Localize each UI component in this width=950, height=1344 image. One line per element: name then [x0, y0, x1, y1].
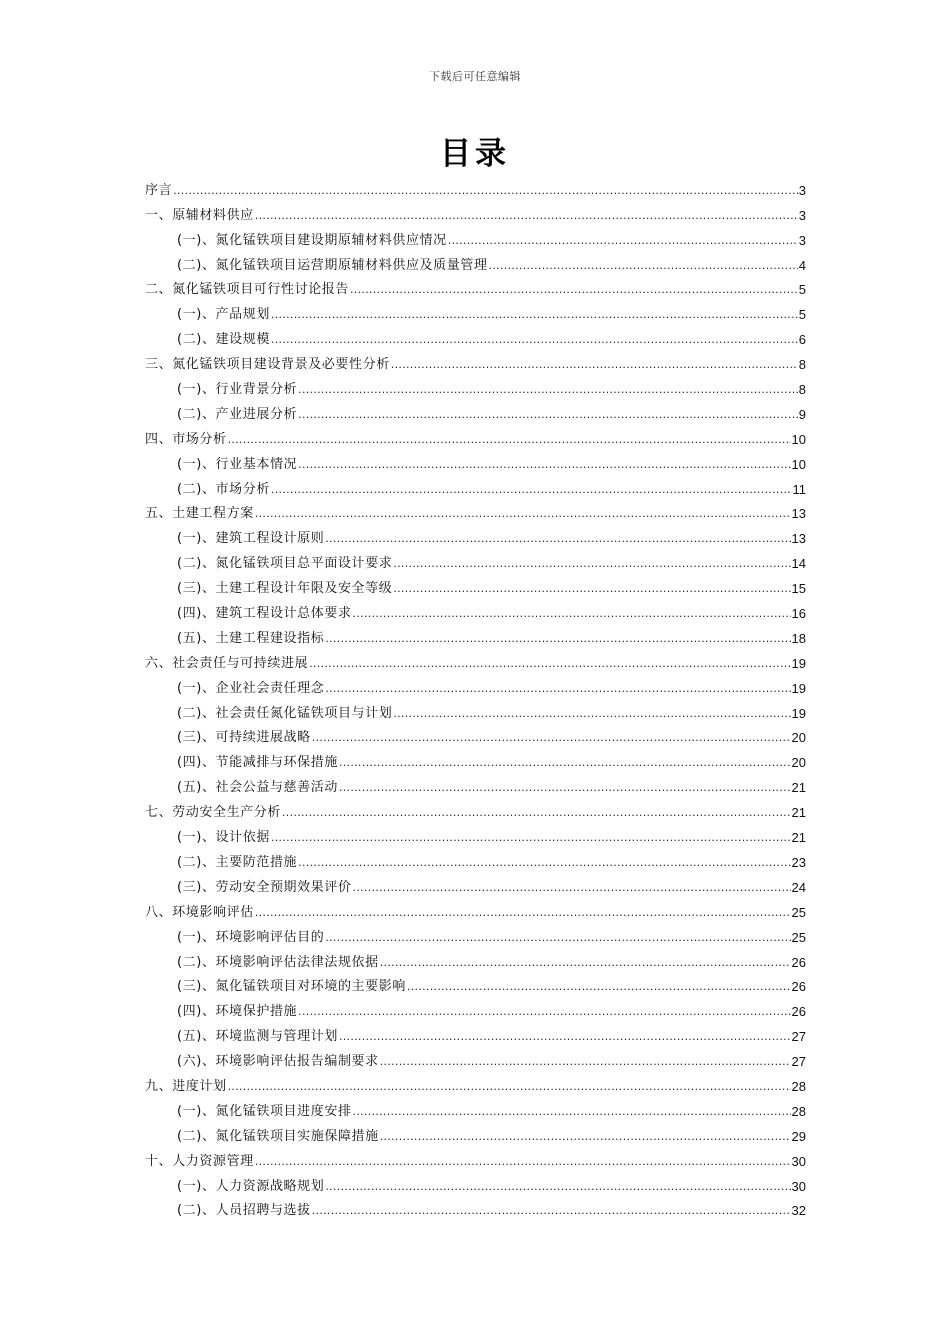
- toc-entry-label: 八、环境影响评估: [145, 904, 254, 920]
- toc-page-number: 25: [791, 904, 806, 920]
- toc-page-number: 30: [791, 1178, 806, 1194]
- toc-subentry[interactable]: [145, 697, 806, 722]
- table-of-contents: [145, 174, 806, 1219]
- toc-subentry[interactable]: [145, 1170, 806, 1195]
- toc-entry-label: (二)、市场分析: [177, 481, 270, 497]
- toc-subentry[interactable]: [145, 622, 806, 647]
- toc-entry[interactable]: [145, 896, 806, 921]
- toc-entry-label: 十、人力资源管理: [145, 1153, 254, 1169]
- toc-dot-leader: [255, 1154, 791, 1170]
- toc-entry-label: (二)、产业进展分析: [177, 406, 298, 422]
- toc-page-number: 8: [798, 382, 806, 398]
- toc-entry[interactable]: [145, 348, 806, 373]
- toc-subentry[interactable]: [145, 448, 806, 473]
- toc-dot-leader: [325, 531, 790, 547]
- toc-dot-leader: [393, 556, 790, 572]
- toc-dot-leader: [339, 1029, 791, 1045]
- toc-page-number: 23: [791, 854, 806, 870]
- toc-subentry[interactable]: [145, 746, 806, 771]
- toc-entry-label: (一)、建筑工程设计原则: [177, 531, 325, 547]
- toc-dot-leader: [380, 1129, 791, 1145]
- toc-page-number: 18: [791, 630, 806, 646]
- toc-page-number: 8: [798, 357, 806, 373]
- toc-dot-leader: [325, 681, 790, 697]
- toc-subentry[interactable]: [145, 971, 806, 996]
- toc-entry-label: (五)、土建工程建设指标: [177, 630, 325, 646]
- toc-entry-label: (二)、氮化锰铁项目运营期原辅材料供应及质量管理: [177, 257, 488, 273]
- toc-page-number: 30: [791, 1153, 806, 1169]
- toc-dot-leader: [380, 955, 791, 971]
- toc-page-number: 28: [791, 1078, 806, 1094]
- toc-entry-label: (五)、环境监测与管理计划: [177, 1029, 338, 1045]
- toc-entry-label: (二)、环境影响评估法律法规依据: [177, 954, 379, 970]
- toc-page-number: 20: [791, 730, 806, 746]
- toc-subentry[interactable]: [145, 871, 806, 896]
- toc-entry-label: (四)、节能减排与环保措施: [177, 755, 338, 771]
- toc-entry-label: (一)、行业基本情况: [177, 456, 298, 472]
- toc-subentry[interactable]: [145, 1020, 806, 1045]
- toc-entry[interactable]: [145, 274, 806, 299]
- toc-subentry[interactable]: [145, 249, 806, 274]
- toc-entry-label: (四)、建筑工程设计总体要求: [177, 606, 352, 622]
- toc-dot-leader: [353, 606, 791, 622]
- toc-subentry[interactable]: [145, 398, 806, 423]
- page-header-note: 下载后可任意编辑: [429, 70, 521, 83]
- toc-subentry[interactable]: [145, 547, 806, 572]
- toc-entry-label: 二、氮化锰铁项目可行性讨论报告: [145, 282, 350, 298]
- toc-dot-leader: [309, 656, 790, 672]
- toc-entry-label: 五、土建工程方案: [145, 506, 254, 522]
- toc-page-number: 32: [791, 1203, 806, 1219]
- toc-dot-leader: [228, 1079, 791, 1095]
- toc-page-number: 21: [791, 780, 806, 796]
- toc-page-number: 13: [791, 531, 806, 547]
- toc-entry-label: (一)、设计依据: [177, 830, 270, 846]
- toc-page-number: 16: [791, 606, 806, 622]
- toc-page-number: 19: [791, 680, 806, 696]
- toc-page-number: 25: [791, 929, 806, 945]
- toc-entry[interactable]: [145, 1145, 806, 1170]
- toc-dot-leader: [255, 208, 798, 224]
- toc-entry[interactable]: [145, 199, 806, 224]
- toc-page-number: 9: [798, 406, 806, 422]
- toc-dot-leader: [339, 755, 791, 771]
- toc-dot-leader: [298, 457, 790, 473]
- toc-dot-leader: [393, 581, 790, 597]
- toc-entry-label: (三)、劳动安全预期效果评价: [177, 879, 352, 895]
- toc-entry-label: (二)、人员招聘与选拔: [177, 1203, 311, 1219]
- toc-subentry[interactable]: [145, 946, 806, 971]
- toc-dot-leader: [489, 258, 798, 274]
- toc-page-number: 4: [798, 257, 806, 273]
- toc-page-number: 3: [798, 182, 806, 198]
- toc-entry-label: (二)、社会责任氮化锰铁项目与计划: [177, 705, 393, 721]
- toc-page-number: 5: [798, 282, 806, 298]
- toc-entry-label: (一)、人力资源战略规划: [177, 1178, 325, 1194]
- toc-entry-label: (一)、企业社会责任理念: [177, 680, 325, 696]
- toc-dot-leader: [255, 506, 791, 522]
- toc-page-number: 21: [791, 805, 806, 821]
- toc-entry-label: 四、市场分析: [145, 431, 227, 447]
- toc-subentry[interactable]: [145, 1045, 806, 1070]
- toc-entry-label: 序言: [145, 182, 173, 198]
- toc-page-number: 27: [791, 1029, 806, 1045]
- toc-entry[interactable]: [145, 423, 806, 448]
- toc-subentry[interactable]: [145, 323, 806, 348]
- toc-page-number: 14: [791, 556, 806, 572]
- toc-entry-label: 三、氮化锰铁项目建设背景及必要性分析: [145, 357, 390, 373]
- toc-dot-leader: [393, 706, 790, 722]
- toc-dot-leader: [282, 805, 791, 821]
- toc-entry-label: (一)、环境影响评估目的: [177, 929, 325, 945]
- toc-subentry[interactable]: [145, 921, 806, 946]
- toc-entry-label: (一)、氮化锰铁项目建设期原辅材料供应情况: [177, 232, 447, 248]
- toc-page-number: 19: [791, 705, 806, 721]
- toc-entry-label: (二)、建设规模: [177, 332, 270, 348]
- toc-entry-label: 七、劳动安全生产分析: [145, 805, 282, 821]
- toc-entry[interactable]: [145, 647, 806, 672]
- toc-dot-leader: [271, 830, 791, 846]
- toc-entry-label: (二)、氮化锰铁项目实施保障措施: [177, 1128, 379, 1144]
- toc-entry[interactable]: [145, 498, 806, 523]
- toc-dot-leader: [298, 407, 798, 423]
- toc-entry-label: (三)、氮化锰铁项目对环境的主要影响: [177, 979, 406, 995]
- toc-dot-leader: [228, 432, 791, 448]
- toc-page-number: 13: [791, 506, 806, 522]
- toc-entry-label: (二)、主要防范措施: [177, 854, 298, 870]
- toc-subentry[interactable]: [145, 572, 806, 597]
- toc-subentry[interactable]: [145, 298, 806, 323]
- toc-dot-leader: [298, 855, 790, 871]
- toc-entry-label: (一)、氮化锰铁项目进度安排: [177, 1103, 352, 1119]
- toc-subentry[interactable]: [145, 722, 806, 747]
- toc-subentry[interactable]: [145, 473, 806, 498]
- toc-dot-leader: [271, 307, 798, 323]
- toc-page-number: 27: [791, 1054, 806, 1070]
- toc-dot-leader: [353, 1104, 791, 1120]
- toc-dot-leader: [448, 233, 798, 249]
- toc-dot-leader: [325, 930, 790, 946]
- toc-dot-leader: [325, 631, 790, 647]
- toc-page-number: 19: [791, 655, 806, 671]
- toc-page-number: 3: [798, 232, 806, 248]
- toc-dot-leader: [325, 1179, 790, 1195]
- toc-entry[interactable]: [145, 174, 806, 199]
- toc-page-number: 20: [791, 755, 806, 771]
- toc-dot-leader: [312, 1203, 791, 1219]
- toc-page-number: 10: [791, 456, 806, 472]
- toc-dot-leader: [271, 482, 792, 498]
- toc-page-number: 26: [791, 954, 806, 970]
- toc-dot-leader: [353, 880, 791, 896]
- toc-entry[interactable]: [145, 796, 806, 821]
- toc-dot-leader: [380, 1054, 791, 1070]
- toc-entry-label: 一、原辅材料供应: [145, 207, 254, 223]
- toc-dot-leader: [271, 332, 798, 348]
- toc-entry-label: (三)、土建工程设计年限及安全等级: [177, 581, 393, 597]
- toc-page-number: 11: [792, 481, 806, 497]
- toc-subentry[interactable]: [145, 1120, 806, 1145]
- toc-dot-leader: [391, 357, 798, 373]
- toc-page-number: 10: [791, 431, 806, 447]
- page-title: 目录: [440, 136, 510, 172]
- toc-subentry[interactable]: [145, 597, 806, 622]
- toc-subentry[interactable]: [145, 1095, 806, 1120]
- toc-subentry[interactable]: [145, 672, 806, 697]
- toc-subentry[interactable]: [145, 522, 806, 547]
- toc-subentry[interactable]: [145, 846, 806, 871]
- toc-page-number: 3: [798, 207, 806, 223]
- toc-page-number: 5: [798, 307, 806, 323]
- toc-dot-leader: [407, 979, 791, 995]
- toc-subentry[interactable]: [145, 821, 806, 846]
- toc-entry-label: (一)、产品规划: [177, 307, 270, 323]
- toc-page-number: 26: [791, 1004, 806, 1020]
- toc-dot-leader: [173, 183, 798, 199]
- toc-page-number: 6: [798, 332, 806, 348]
- toc-entry[interactable]: [145, 1070, 806, 1095]
- toc-entry-label: (六)、环境影响评估报告编制要求: [177, 1054, 379, 1070]
- toc-page-number: 26: [791, 979, 806, 995]
- toc-page-number: 21: [791, 830, 806, 846]
- toc-subentry[interactable]: [145, 771, 806, 796]
- toc-dot-leader: [350, 282, 798, 298]
- toc-entry-label: (三)、可持续进展战略: [177, 730, 311, 746]
- toc-entry-label: (四)、环境保护措施: [177, 1004, 298, 1020]
- toc-dot-leader: [255, 905, 791, 921]
- toc-entry-label: 九、进度计划: [145, 1078, 227, 1094]
- toc-subentry[interactable]: [145, 224, 806, 249]
- toc-entry-label: (一)、行业背景分析: [177, 382, 298, 398]
- toc-dot-leader: [298, 382, 798, 398]
- toc-page-number: 28: [791, 1103, 806, 1119]
- toc-page-number: 15: [791, 581, 806, 597]
- toc-dot-leader: [298, 1004, 790, 1020]
- toc-subentry[interactable]: [145, 995, 806, 1020]
- toc-entry-label: 六、社会责任与可持续进展: [145, 655, 309, 671]
- toc-entry-label: (二)、氮化锰铁项目总平面设计要求: [177, 556, 393, 572]
- toc-page-number: 24: [791, 879, 806, 895]
- toc-subentry[interactable]: [145, 373, 806, 398]
- toc-dot-leader: [339, 780, 791, 796]
- toc-entry-label: (五)、社会公益与慈善活动: [177, 780, 338, 796]
- toc-subentry[interactable]: [145, 1195, 806, 1220]
- toc-page-number: 29: [791, 1128, 806, 1144]
- toc-dot-leader: [312, 730, 791, 746]
